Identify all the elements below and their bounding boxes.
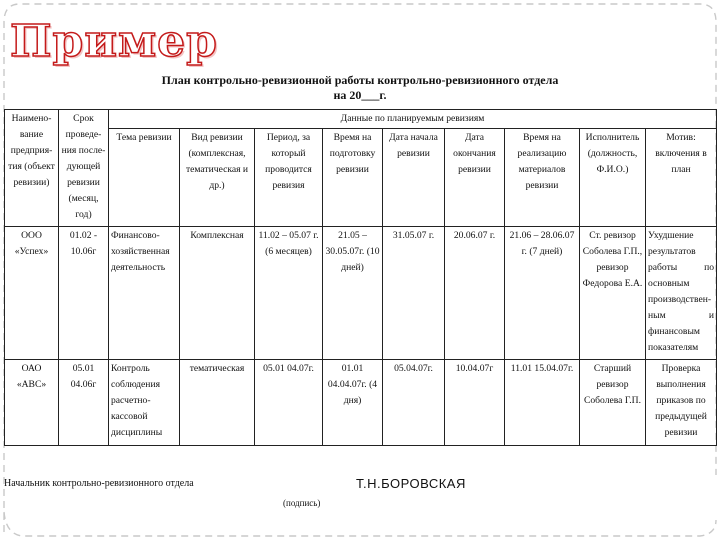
cell-enterprise: ООО «Успех» [5,227,59,360]
cell-period: 05.01 04.07г. [255,360,323,446]
cell-motive: Проверка выполнения приказов по предыдущей ревизии [646,360,717,446]
signature-name: Т.Н.БОРОВСКАЯ [356,476,466,491]
cell-end-date: 20.06.07 г. [445,227,505,360]
header-end-date: Дата окончания ревизии [445,129,505,227]
cell-type: Комплексная [180,227,255,360]
cell-term: 05.01 04.06г [59,360,109,446]
header-enterprise: Наимено-вание предприя-тия (объект ревизии) [5,110,59,227]
table-row [5,227,717,360]
header-prep-time: Время на подготовку ревизии [323,129,383,227]
cell-start-date: 31.05.07 г. [383,227,445,360]
cell-motive: Ухудшение результатов работы по основным производствен-ным и финансовым показателям [646,227,717,360]
header-type: Вид ревизии (комплексная, тематическая и др.) [180,129,255,227]
cell-materials-time: 11.01 15.04.07г. [505,360,580,446]
cell-type: тематическая [180,360,255,446]
cell-start-date: 05.04.07г. [383,360,445,446]
table-row [5,360,717,446]
cell-executor: Старший ревизор Соболева Г.П. [580,360,646,446]
header-executor: Исполнитель (должность, Ф.И.О.) [580,129,646,227]
signature-note: (подпись) [283,498,321,508]
table-header-row [5,110,717,129]
header-group: Данные по планируемым ревизиям [109,110,717,129]
document-heading-year: на 20___г. [333,88,387,102]
header-motive: Мотив: включения в план [646,129,717,227]
signature-label: Начальник контрольно-ревизионного отдела [4,478,194,489]
cell-enterprise: ОАО «АВС» [5,360,59,446]
table-subheader-row [5,129,717,227]
header-materials-time: Время на реализацию материалов ревизии [505,129,580,227]
header-period: Период, за который проводится ревизия [255,129,323,227]
cell-end-date: 10.04.07г [445,360,505,446]
cell-topic: Финансово-хозяйственная деятельность [109,227,180,360]
cell-topic: Контроль соблюдения расчетно-кассовой дисциплины [109,360,180,446]
cell-period: 11.02 – 05.07 г. (6 месяцев) [255,227,323,360]
cell-term: 01.02 - 10.06г [59,227,109,360]
header-start-date: Дата начала ревизии [383,129,445,227]
cell-prep-time: 21.05 – 30.05.07г. (10 дней) [323,227,383,360]
revision-plan-table [4,109,717,446]
cell-executor: Ст. ревизор Соболева Г.П., ревизор Федорова Е.А. [580,227,646,360]
cell-materials-time: 21.06 – 28.06.07 г. (7 дней) [505,227,580,360]
header-term: Срок проведе-ния после-дующей ревизии (месяц, год) [59,110,109,227]
header-topic: Тема ревизии [109,129,180,227]
document-heading: План контрольно-ревизионной работы контрольно-ревизионного отдела [161,73,559,87]
slide-title: Пример [10,16,218,67]
cell-prep-time: 01.01 04.04.07г. (4 дня) [323,360,383,446]
